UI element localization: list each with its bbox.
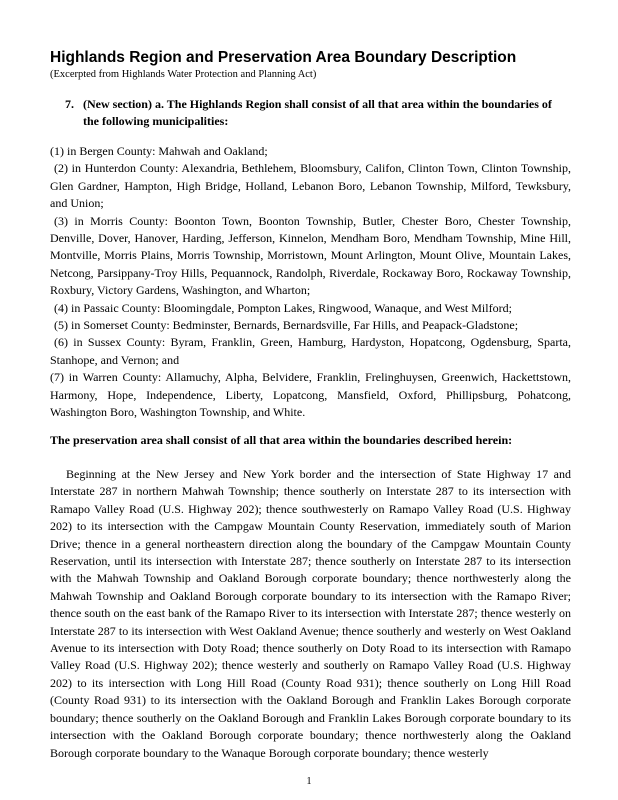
municipality-item-morris: (3) in Morris County: Boonton Town, Boonton Township, Butler, Chester Boro, Chester Township, Denville, Dover, Hanover, Harding, Jefferson, Kinnelon, Mendham Boro, Mendham Township, Mine Hill, Montville, Morris Plains, Morris Township, Morristown, Mount Arlington, Mount Olive, Mountain Lakes, Netcong, Parsippany-Troy Hills, Pequannock, Randolph, Riverdale, Rockaway Boro, Rockaway Township, Roxbury, Victory Gardens, Washington, and Wharton;: [50, 213, 571, 298]
municipality-item-passaic: (4) in Passaic County: Bloomingdale, Pompton Lakes, Ringwood, Wanaque, and West Milford;: [54, 300, 512, 315]
boundary-description: [50, 466, 571, 762]
municipality-list: [50, 143, 571, 422]
section-number: 7.: [65, 97, 74, 111]
municipality-item-warren: (7) in Warren County: Allamuchy, Alpha, Belvidere, Franklin, Frelinghuysen, Greenwich, Hackettstown, Harmony, Hope, Independence, Liberty, Lopatcong, Mansfield, Oxford, Phillipsburg, Pohatcong, Washington Boro, Washington Township, and White.: [50, 370, 571, 420]
municipality-item-sussex: (6) in Sussex County: Byram, Franklin, Green, Hamburg, Hardyston, Hopatcong, Ogdensburg, Sparta, Stanhope, and Vernon; and: [50, 335, 571, 367]
document-subtitle: (Excerpted from Highlands Water Protection and Planning Act): [50, 69, 317, 80]
preservation-area-heading: The preservation area shall consist of all that area within the boundaries described herein:: [50, 433, 513, 447]
section-heading-text: (New section) a. The Highlands Region shall consist of all that area within the boundaries of: [83, 97, 552, 111]
page-number: 1: [306, 776, 312, 787]
municipality-item-bergen: (1) in Bergen County: Mahwah and Oakland;: [50, 144, 268, 158]
boundary-paragraph: Beginning at the New Jersey and New York border and the intersection of State Highway 17 and Interstate 287 in northern Mahwah Township; thence southerly on Interstate 287 to its intersection with Ramapo Valley Road (U.S. Highway 202); thence southwesterly on Ramapo Valley Road (U.S. Highway 202) to its intersection with the Campgaw Mountain County Reservation, immediately south of Marion Drive; thence in a general northeastern direction along the boundary of the Campgaw Mountain County Reservation, until its intersection with Interstate 287; thence southerly on Interstate 287 to its intersection with the Mahwah Township and Oakland Borough corporate boundary; thence northwesterly along the Mahwah Township and Oakland Borough corporate boundary to its intersection with the Ramapo River; thence south on the east bank of the Ramapo River to its intersection with Interstate 287; thence westerly on Interstate 287 to its intersection with West Oakland Avenue; thence southerly and westerly on West Oakland Avenue to its intersection with Doty Road; thence southerly on Doty Road to its intersection with Ramapo Valley Road (U.S. Highway 202); thence westerly and southerly on Ramapo Valley Road (U.S. Highway 202) to its intersection with Long Hill Road (County Road 931); thence southerly on Long Hill Road (County Road 931) to its intersection with the Oakland Borough and Franklin Lakes Borough corporate boundary; thence southerly on the Oakland Borough and Franklin Lakes Borough corporate boundary to its intersection with the Oakland Borough corporate boundary; thence northwesterly along the Oakland Borough corporate boundary to the Wanaque Borough corporate boundary; thence westerly: [50, 467, 571, 760]
municipality-item-hunterdon: (2) in Hunterdon County: Alexandria, Bethlehem, Bloomsbury, Califon, Clinton Town, Clinton Township, Glen Gardner, Hampton, High Bridge, Holland, Lebanon Boro, Lebanon Township, Milford, Tewksbury, and Union;: [50, 161, 571, 211]
section-heading-continuation: the following municipalities:: [83, 114, 229, 128]
section-heading: [65, 96, 571, 130]
document-title: Highlands Region and Preservation Area Boundary Description: [50, 49, 517, 66]
municipality-item-somerset: (5) in Somerset County: Bedminster, Bernards, Bernardsville, Far Hills, and Peapack-Gladstone;: [54, 318, 519, 333]
